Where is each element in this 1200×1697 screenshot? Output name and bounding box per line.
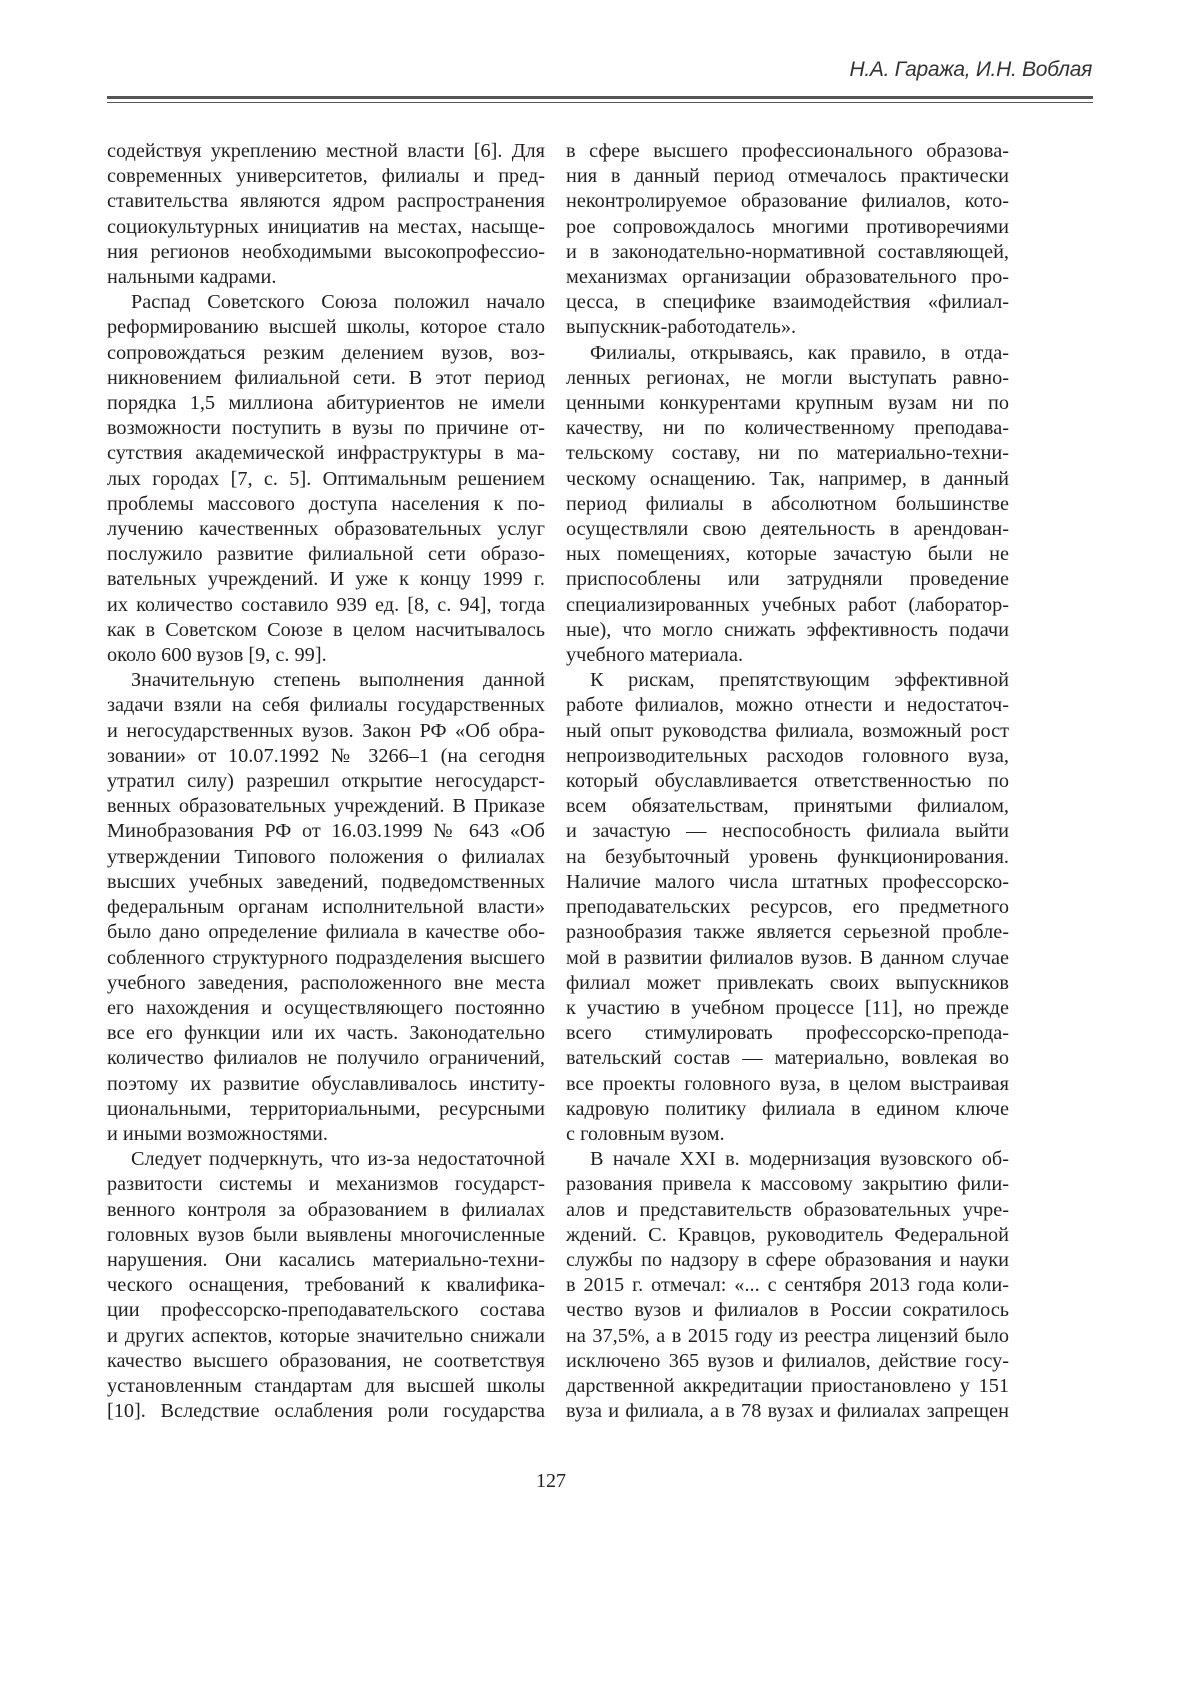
text-line: головных вузов были выявлены многочисленные bbox=[107, 1223, 545, 1248]
text-line: и в законодательно-нормативной составляющей, bbox=[566, 240, 1009, 265]
text-line: дарственной аккредитации приостановлено у 151 bbox=[566, 1374, 1009, 1399]
text-line: нарушения. Они касались материально-техни- bbox=[107, 1248, 545, 1273]
page-number: 127 bbox=[0, 1470, 1102, 1493]
text-line: специализированных учебных работ (лаборатор- bbox=[566, 593, 1009, 618]
text-line: ленных регионах, не могли выступать равно- bbox=[566, 366, 1009, 391]
text-line: разования привела к массовому закрытию фили- bbox=[566, 1172, 1009, 1197]
text-line: вуза и филиала, а в 78 вузах и филиалах запрещен bbox=[566, 1399, 1009, 1424]
text-line: который обуславливается ответственностью по bbox=[566, 769, 1009, 794]
text-line: Значительную степень выполнения данной bbox=[107, 668, 545, 693]
text-line: все проекты головного вуза, в целом выстраивая bbox=[566, 1072, 1009, 1097]
text-line: около 600 вузов [9, с. 99]. bbox=[107, 643, 545, 668]
text-line: вательский состав — материально, вовлекая во bbox=[566, 1046, 1009, 1071]
text-column-left bbox=[107, 139, 545, 1424]
text-line: венного контроля за образованием в филиалах bbox=[107, 1198, 545, 1223]
paragraph bbox=[566, 341, 1009, 669]
text-line: ные), что могло снижать эффективность подачи bbox=[566, 618, 1009, 643]
text-line: и иными возможностями. bbox=[107, 1122, 545, 1147]
text-line: было дано определение филиала в качестве обо- bbox=[107, 920, 545, 945]
text-line: рое сопровождалось многими противоречиями bbox=[566, 215, 1009, 240]
text-line: их количество составило 939 ед. [8, с. 94], тогда bbox=[107, 593, 545, 618]
text-line: его нахождения и осуществляющего постоянно bbox=[107, 996, 545, 1021]
text-line: ставительства являются ядром распространения bbox=[107, 189, 545, 214]
text-line: качество высшего образования, не соответствуя bbox=[107, 1349, 545, 1374]
text-line: всем обязательствам, принятыми филиалом, bbox=[566, 794, 1009, 819]
text-column-right bbox=[566, 139, 1009, 1424]
text-line: в 2015 г. отмечал: «... с сентября 2013 года коли- bbox=[566, 1273, 1009, 1298]
text-line: проблемы массового доступа населения к по- bbox=[107, 492, 545, 517]
paragraph bbox=[107, 290, 545, 668]
text-line: учебного материала. bbox=[566, 643, 1009, 668]
text-line: высших учебных заведений, подведомственных bbox=[107, 870, 545, 895]
paragraph bbox=[566, 668, 1009, 1147]
text-line: установленным стандартам для высшей школы bbox=[107, 1374, 545, 1399]
text-line: с головным вузом. bbox=[566, 1122, 1009, 1147]
text-line: задачи взяли на себя филиалы государственных bbox=[107, 693, 545, 718]
text-line: вательных учреждений. И уже к концу 1999 г. bbox=[107, 567, 545, 592]
text-line: всего стимулировать профессорско-препода- bbox=[566, 1021, 1009, 1046]
text-line: Филиалы, открываясь, как правило, в отда- bbox=[566, 341, 1009, 366]
header-double-rule bbox=[107, 96, 1093, 103]
text-line: ный опыт руководства филиала, возможный рост bbox=[566, 719, 1009, 744]
text-line: ческому оснащению. Так, например, в данный bbox=[566, 467, 1009, 492]
text-line: выпускник-работодатель». bbox=[566, 315, 1009, 340]
text-line: работе филиалов, можно отнести и недостаточ- bbox=[566, 693, 1009, 718]
text-line: осуществляли свою деятельность в арендован- bbox=[566, 517, 1009, 542]
text-line: ции профессорско-преподавательского состава bbox=[107, 1298, 545, 1323]
text-line: количество филиалов не получило ограничений, bbox=[107, 1046, 545, 1071]
text-line: период филиалы в абсолютном большинстве bbox=[566, 492, 1009, 517]
text-line: Минобразования РФ от 16.03.1999 № 643 «Об bbox=[107, 819, 545, 844]
text-line: ных помещениях, которые зачастую были не bbox=[566, 542, 1009, 567]
text-line: поэтому их развитие обуславливалось институ- bbox=[107, 1072, 545, 1097]
text-line: филиал может привлекать своих выпускников bbox=[566, 971, 1009, 996]
text-line: исключено 365 вузов и филиалов, действие госу- bbox=[566, 1349, 1009, 1374]
text-line: нальными кадрами. bbox=[107, 265, 545, 290]
text-line: непроизводительных расходов головного вуза, bbox=[566, 744, 1009, 769]
text-line: Распад Советского Союза положил начало bbox=[107, 290, 545, 315]
text-line: ценными конкурентами крупным вузам ни по bbox=[566, 391, 1009, 416]
text-line: алов и представительств образовательных учре- bbox=[566, 1198, 1009, 1223]
text-line: службы по надзору в сфере образования и науки bbox=[566, 1248, 1009, 1273]
text-line: Следует подчеркнуть, что из-за недостаточной bbox=[107, 1147, 545, 1172]
text-line: и зачастую — неспособность филиала выйти bbox=[566, 819, 1009, 844]
text-line: лых городах [7, с. 5]. Оптимальным решением bbox=[107, 467, 545, 492]
text-line: все его функции или их часть. Законодательно bbox=[107, 1021, 545, 1046]
text-line: возможности поступить в вузы по причине от- bbox=[107, 416, 545, 441]
text-line: мой в развитии филиалов вузов. В данном случае bbox=[566, 946, 1009, 971]
text-line: тельскому составу, ни по материально-техни- bbox=[566, 441, 1009, 466]
text-line: современных университетов, филиалы и пред- bbox=[107, 164, 545, 189]
text-line: как в Советском Союзе в целом насчитывалось bbox=[107, 618, 545, 643]
text-line: чество вузов и филиалов в России сократилось bbox=[566, 1298, 1009, 1323]
text-line: ческого оснащения, требований к квалифика- bbox=[107, 1273, 545, 1298]
text-line: качеству, ни по количественному преподава- bbox=[566, 416, 1009, 441]
text-line: сутствия академической инфраструктуры в ма- bbox=[107, 441, 545, 466]
text-line: реформированию высшей школы, которое стало bbox=[107, 315, 545, 340]
paragraph bbox=[566, 139, 1009, 341]
paragraph bbox=[566, 1147, 1009, 1424]
text-line: [10]. Вследствие ослабления роли государства bbox=[107, 1399, 545, 1424]
running-header-authors: Н.А. Гаража, И.Н. Воблая bbox=[849, 58, 1092, 82]
text-line: К рискам, препятствующим эффективной bbox=[566, 668, 1009, 693]
text-line: никновением филиальной сети. В этот период bbox=[107, 366, 545, 391]
text-line: в сфере высшего профессионального образова- bbox=[566, 139, 1009, 164]
text-line: приспособлены или затрудняли проведение bbox=[566, 567, 1009, 592]
text-line: преподавательских ресурсов, его предметного bbox=[566, 895, 1009, 920]
text-line: цесса, в специфике взаимодействия «филиал- bbox=[566, 290, 1009, 315]
paragraph bbox=[107, 139, 545, 290]
text-line: зовании» от 10.07.1992 № 3266–1 (на сегодня bbox=[107, 744, 545, 769]
text-line: разнообразия также является серьезной пробле- bbox=[566, 920, 1009, 945]
text-line: В начале XXI в. модернизация вузовского об- bbox=[566, 1147, 1009, 1172]
text-line: и других аспектов, которые значительно снижали bbox=[107, 1324, 545, 1349]
text-line: неконтролируемое образование филиалов, кото- bbox=[566, 189, 1009, 214]
text-line: социокультурных инициатив на местах, насыще- bbox=[107, 215, 545, 240]
text-line: кадровую политику филиала в едином ключе bbox=[566, 1097, 1009, 1122]
text-line: ния регионов необходимыми высокопрофессио- bbox=[107, 240, 545, 265]
text-line: на безубыточный уровень функционирования. bbox=[566, 845, 1009, 870]
text-line: на 37,5%, а в 2015 году из реестра лицензий было bbox=[566, 1324, 1009, 1349]
text-line: к участию в учебном процессе [11], но прежде bbox=[566, 996, 1009, 1021]
text-line: собленного структурного подразделения высшего bbox=[107, 946, 545, 971]
text-line: послужило развитие филиальной сети образо- bbox=[107, 542, 545, 567]
text-line: утратил силу) разрешил открытие негосударст- bbox=[107, 769, 545, 794]
text-line: Наличие малого числа штатных профессорско- bbox=[566, 870, 1009, 895]
text-line: лучению качественных образовательных услуг bbox=[107, 517, 545, 542]
text-line: и негосударственных вузов. Закон РФ «Об обра- bbox=[107, 719, 545, 744]
text-line: содействуя укреплению местной власти [6]. Для bbox=[107, 139, 545, 164]
text-line: механизмах организации образовательного про- bbox=[566, 265, 1009, 290]
text-line: сопровождаться резким делением вузов, воз- bbox=[107, 341, 545, 366]
text-line: ждений. С. Кравцов, руководитель Федеральной bbox=[566, 1223, 1009, 1248]
text-line: федеральным органам исполнительной власти» bbox=[107, 895, 545, 920]
text-line: порядка 1,5 миллиона абитуриентов не имели bbox=[107, 391, 545, 416]
text-line: утверждении Типового положения о филиалах bbox=[107, 845, 545, 870]
paragraph bbox=[107, 1147, 545, 1424]
text-line: учебного заведения, расположенного вне места bbox=[107, 971, 545, 996]
text-line: венных образовательных учреждений. В Приказе bbox=[107, 794, 545, 819]
text-line: циональными, территориальными, ресурсными bbox=[107, 1097, 545, 1122]
text-line: развитости системы и механизмов государст- bbox=[107, 1172, 545, 1197]
paragraph bbox=[107, 668, 545, 1147]
text-line: ния в данный период отмечалось практически bbox=[566, 164, 1009, 189]
